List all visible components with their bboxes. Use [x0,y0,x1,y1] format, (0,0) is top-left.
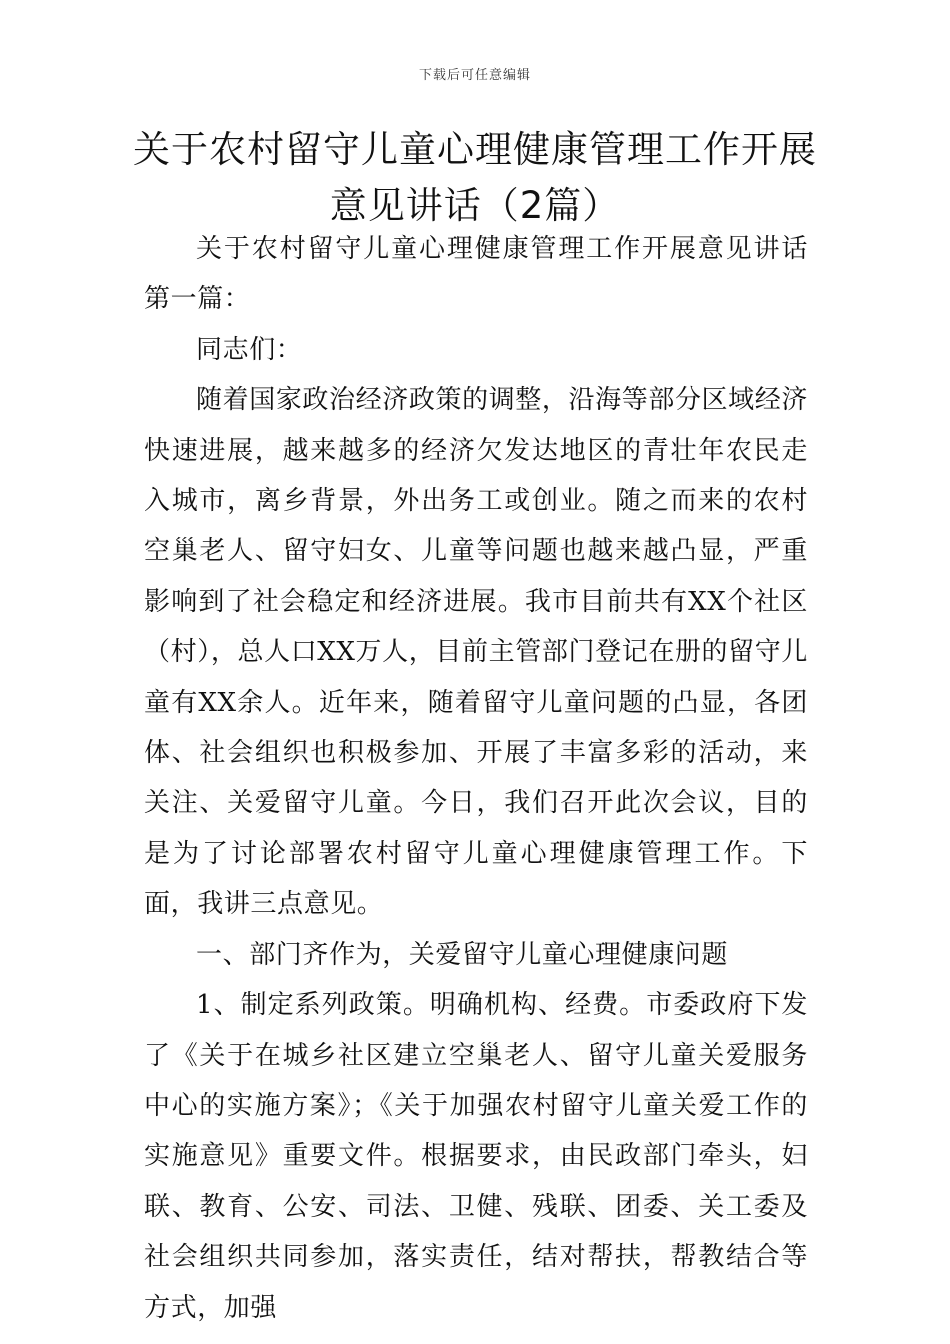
document-body [144,224,808,1333]
paragraph-intro: 随着国家政治经济政策的调整，沿海等部分区域经济快速进展，越来越多的经济欠发达地区的青壮年农民走入城市，离乡背景，外出务工或创业。随之而来的农村空巢老人、留守妇女、儿童等问题也越来越凸显，严重影响到了社会稳定和经济进展。我市目前共有XX个社区（村），总人口XX万人，目前主管部门登记在册的留守儿童有XX余人。近年来，随着留守儿童问题的凸显，各团体、社会组织也积极参加、开展了丰富多彩的活动，来关注、关爱留守儿童。今日，我们召开此次会议，目的是为了讨论部署农村留守儿童心理健康管理工作。下面，我讲三点意见。 [144,385,808,920]
document-title [100,122,850,234]
title-line-1: 关于农村留守儿童心理健康管理工作开展 [133,128,817,171]
paragraph-subtitle: 关于农村留守儿童心理健康管理工作开展意见讲话 第一篇： [144,234,808,315]
paragraph-section-heading: 一、部门齐作为，关爱留守儿童心理健康问题 [196,939,729,970]
header-note: 下载后可任意编辑 [418,68,531,83]
paragraph-point-1: 1、制定系列政策。明确机构、经费。市委政府下发了《关于在城乡社区建立空巢老人、留守儿童关爱服务中心的实施方案》；《关于加强农村留守儿童关爱工作的实施意见》重要文件。根据要求，由民政部门牵头，妇联、教育、公安、司法、卫健、残联、团委、关工委及社会组织共同参加，落实责任，结对帮扶，帮教结合等方式，加强 [144,990,808,1323]
paragraph-salutation: 同志们： [196,334,303,365]
title-line-2: 意见讲话（2篇） [329,184,621,227]
